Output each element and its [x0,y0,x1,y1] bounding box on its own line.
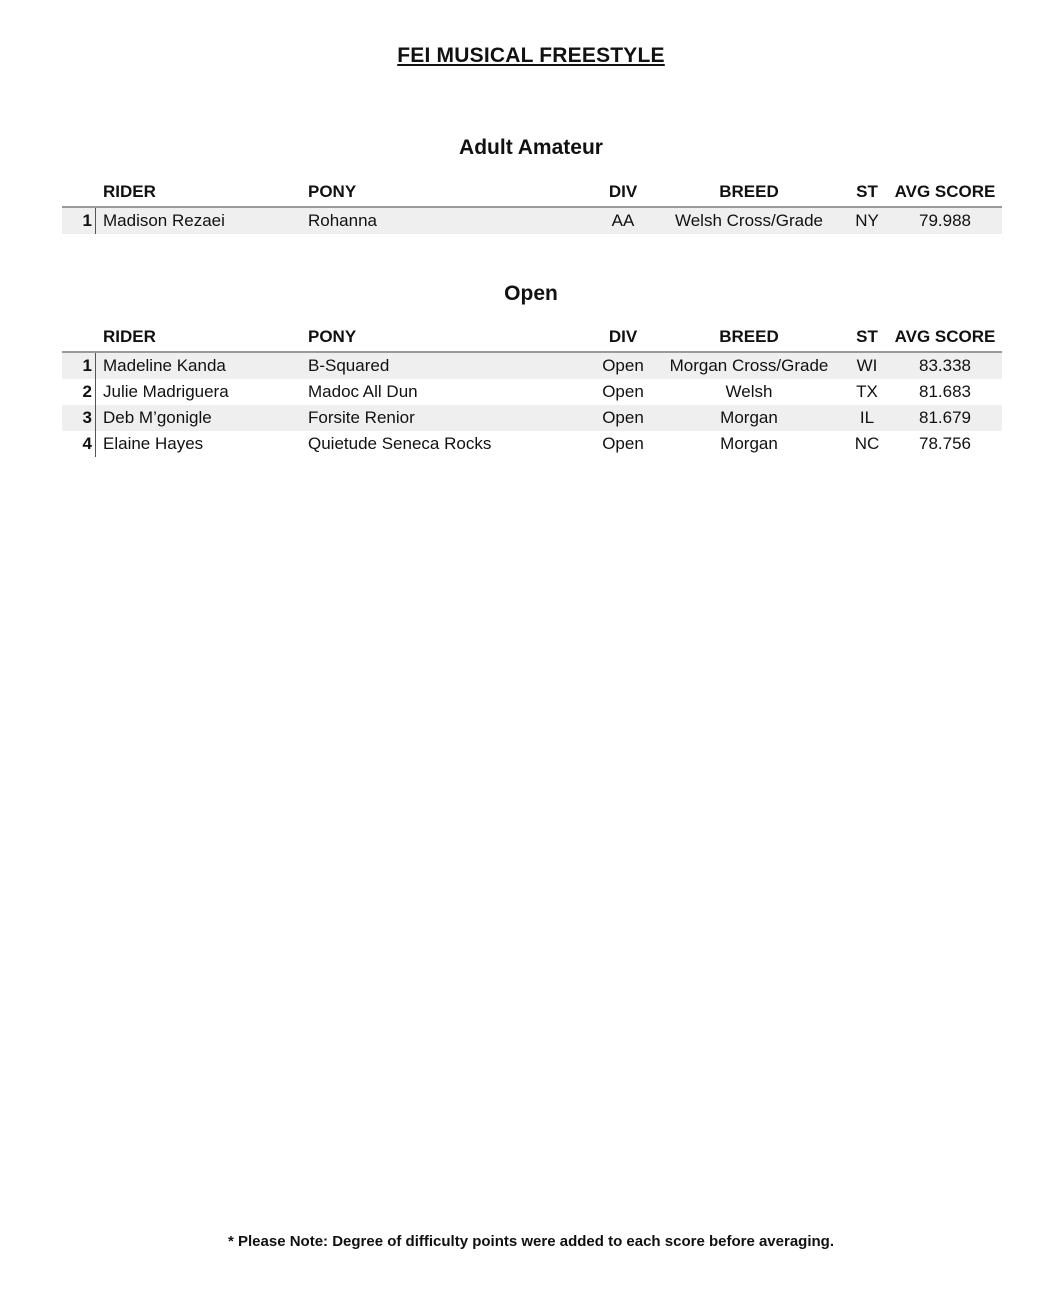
page-title: FEI MUSICAL FREESTYLE [397,44,665,67]
header-div: DIV [608,182,638,201]
rank: 2 [82,382,92,401]
table-row [62,431,1002,457]
avg-score: 78.756 [919,434,971,453]
division: Open [602,408,644,427]
header-st: ST [856,182,878,201]
avg-score: 83.338 [919,356,971,375]
state: IL [859,408,875,427]
rank: 1 [82,356,92,375]
division: Open [602,356,644,375]
rank-divider [95,431,96,457]
header-avg-score: AVG SCORE [894,182,996,201]
section-title-adult-amateur: Adult Amateur [459,136,603,159]
rank-divider [95,379,96,405]
section-title-open: Open [504,282,558,305]
header-pony: PONY [308,327,357,346]
rank-divider [95,353,96,379]
header-rider: RIDER [103,327,156,346]
rider-name: Elaine Hayes [103,434,204,453]
breed: Welsh [725,382,773,401]
header-pony: PONY [308,182,357,201]
table-row [62,379,1002,405]
rider-name: Julie Madriguera [103,382,229,401]
breed: Morgan [720,408,778,427]
table-row [62,353,1002,379]
table-header [62,180,1002,208]
rank-divider [95,208,96,234]
rider-name: Madeline Kanda [103,356,226,375]
division: Open [602,382,644,401]
header-breed: BREED [719,182,779,201]
rank: 1 [82,211,92,230]
table-row [62,208,1002,234]
state: NC [854,434,880,453]
avg-score: 81.683 [919,382,971,401]
table-row [62,405,1002,431]
header-st: ST [856,327,878,346]
rider-name: Madison Rezaei [103,211,225,230]
rank: 4 [82,434,92,453]
pony-name: Forsite Renior [308,408,415,427]
rider-name: Deb M’gonigle [103,408,212,427]
breed: Welsh Cross/Grade [674,211,823,230]
pony-name: B-Squared [308,356,390,375]
header-avg-score: AVG SCORE [894,327,996,346]
table-header [62,325,1002,353]
adult-amateur-results-table [62,180,1002,234]
avg-score: 81.679 [919,408,971,427]
pony-name: Rohanna [308,211,378,230]
breed: Morgan [720,434,778,453]
avg-score: 79.988 [919,211,971,230]
division: AA [611,211,635,230]
header-breed: BREED [719,327,779,346]
state: WI [856,356,878,375]
rank-divider [95,405,96,431]
breed: Morgan Cross/Grade [669,356,829,375]
open-results-table [62,325,1002,457]
state: TX [856,382,878,401]
pony-name: Madoc All Dun [308,382,418,401]
division: Open [602,434,644,453]
rank: 3 [82,408,92,427]
pony-name: Quietude Seneca Rocks [308,434,492,453]
header-div: DIV [608,327,638,346]
header-rider: RIDER [103,182,156,201]
footnote: * Please Note: Degree of difficulty points were added to each score before averaging. [228,1233,834,1250]
state: NY [855,211,879,230]
